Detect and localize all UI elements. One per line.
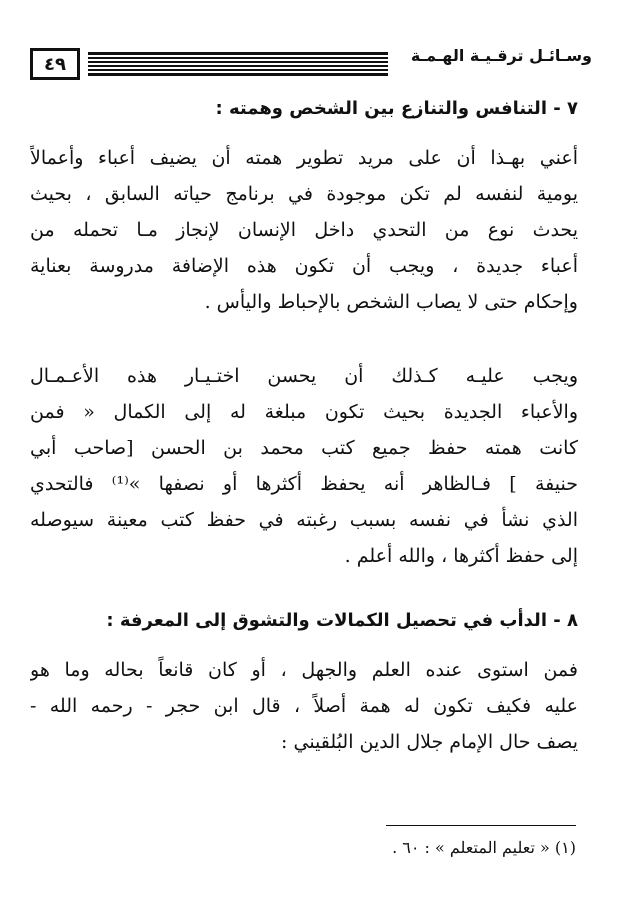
section-8-paragraph-1 <box>30 652 578 760</box>
footnote: (١) « تعليم المتعلم » : ٦٠ . <box>392 838 576 857</box>
section-7-paragraph-1 <box>30 140 578 320</box>
text-line: يومية لنفسه لم تكن موجودة في برنامج حياته السابق ، بحيث <box>30 183 578 205</box>
text-line: يحدث نوع من التحدي داخل الإنسان لإنجاز مـا تحمله من <box>30 219 578 241</box>
text-line: فمن استوى عنده العلم والجهل ، أو كان قانعاً بحاله وما هو <box>30 659 578 681</box>
text-line: حنيفة ] فـالظاهر أنه يحفظ أكثرها أو نصفها »⁽¹⁾ فالتحدي <box>30 473 578 495</box>
text-line: يصف حال الإمام جلال الدين البُلقيني : <box>281 731 578 753</box>
text-line: إلى حفظ أكثرها ، والله أعلم . <box>344 545 578 567</box>
footnote-separator <box>386 825 576 826</box>
header-rule-lines <box>88 52 388 78</box>
text-line: وإحكام حتى لا يصاب الشخص بالإحباط واليأس . <box>204 291 578 313</box>
page-header <box>22 40 596 88</box>
text-line: الذي نشأ في نفسه بسبب رغبته في حفظ كتب معينة سيوصله <box>30 509 578 531</box>
text-line: أعني بهـذا أن على مريد تطوير همته أن يضيف أعباء وأعمالاً <box>30 147 578 169</box>
text-line: كانت همته حفظ جميع كتب محمد بن الحسن [صاحب أبي <box>30 437 578 459</box>
section-7-paragraph-2 <box>30 358 578 574</box>
text-line: أعباء جديدة ، ويجب أن تكون هذه الإضافة مدروسة بعناية <box>30 255 578 277</box>
text-line: عليه فكيف تكون له همة أصلاً ، قال ابن حجر - رحمه الله - <box>30 695 578 717</box>
text-line: والأعباء الجديدة بحيث تكون مبلغة له إلى الكمال « فمن <box>30 401 578 423</box>
section-7-heading: ٧ - التنافس والتنازع بين الشخص وهمته : <box>215 98 578 119</box>
page-number-box <box>30 48 80 80</box>
running-title: وسـائـل ترقـيـة الهـمـة <box>410 46 592 65</box>
section-8-heading: ٨ - الدأب في تحصيل الكمالات والتشوق إلى المعرفة : <box>106 610 578 631</box>
page-number: ٤٩ <box>44 53 66 75</box>
text-line: ويجب عليـه كـذلك أن يحسن اختـيـار هذه الأعـمـال <box>30 365 578 387</box>
